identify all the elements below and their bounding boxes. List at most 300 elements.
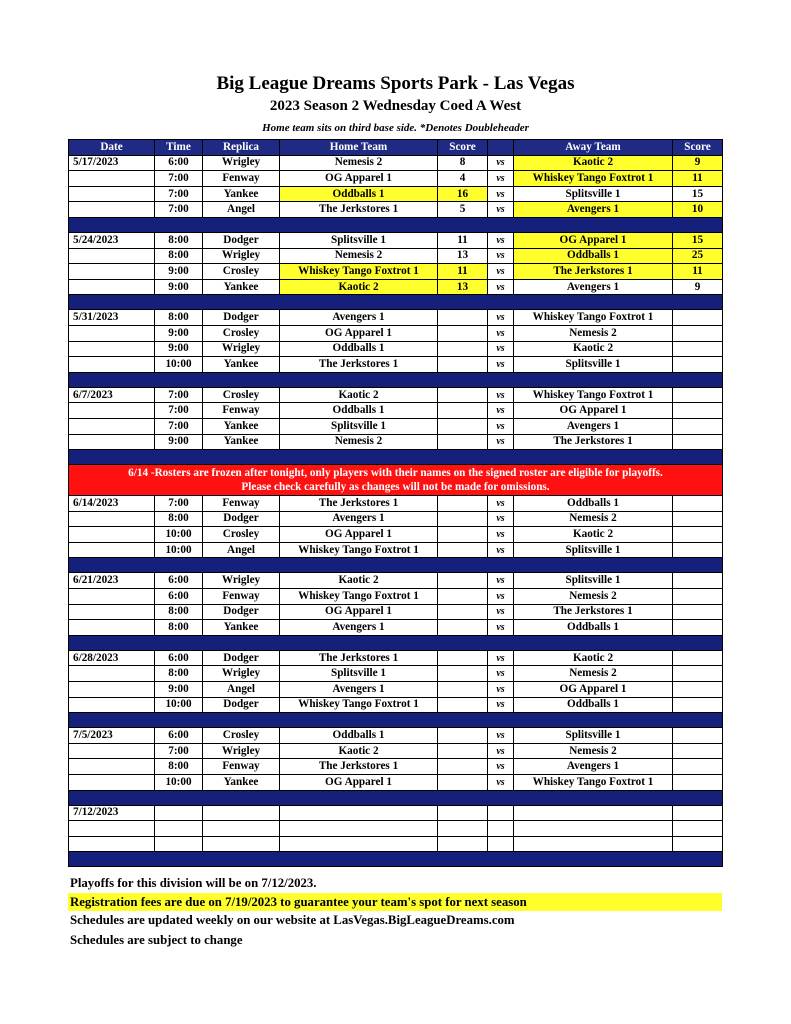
game-field: Yankee xyxy=(203,279,280,295)
home-team: The Jerkstores 1 xyxy=(280,496,438,512)
separator-cell xyxy=(69,713,723,728)
week-separator xyxy=(69,713,723,728)
vs-label: vs xyxy=(488,697,514,713)
game-field: Wrigley xyxy=(203,341,280,357)
table-row xyxy=(69,697,723,713)
away-team: Whiskey Tango Foxtrot 1 xyxy=(514,387,673,403)
away-score: 11 xyxy=(673,171,723,187)
table-row xyxy=(69,310,723,326)
vs-label: vs xyxy=(488,650,514,666)
game-time: 6:00 xyxy=(155,155,203,171)
game-time: 10:00 xyxy=(155,697,203,713)
home-team: Oddballs 1 xyxy=(280,186,438,202)
table-row xyxy=(69,743,723,759)
away-team: Nemesis 2 xyxy=(514,589,673,605)
away-score xyxy=(673,775,723,791)
separator-cell xyxy=(69,852,723,867)
vs-label: vs xyxy=(488,248,514,264)
game-date xyxy=(69,527,155,543)
game-time: 7:00 xyxy=(155,171,203,187)
table-row xyxy=(69,666,723,682)
game-field: Crosley xyxy=(203,527,280,543)
column-header: Home Team xyxy=(280,140,438,156)
home-score: 11 xyxy=(438,264,488,280)
game-date xyxy=(69,743,155,759)
away-team: OG Apparel 1 xyxy=(514,403,673,419)
away-score xyxy=(673,325,723,341)
away-team: Kaotic 2 xyxy=(514,155,673,171)
home-team: Nemesis 2 xyxy=(280,155,438,171)
game-time: 9:00 xyxy=(155,434,203,450)
table-row xyxy=(69,589,723,605)
game-field: Wrigley xyxy=(203,573,280,589)
game-date: 7/5/2023 xyxy=(69,728,155,744)
away-score xyxy=(673,434,723,450)
home-team xyxy=(280,805,438,821)
page-subtitle: 2023 Season 2 Wednesday Coed A West xyxy=(269,98,522,114)
game-field: Yankee xyxy=(203,418,280,434)
home-score xyxy=(438,527,488,543)
home-score xyxy=(438,620,488,636)
away-team: Splitsville 1 xyxy=(514,728,673,744)
home-team xyxy=(280,821,438,837)
away-score: 15 xyxy=(673,186,723,202)
vs-label: vs xyxy=(488,542,514,558)
game-date xyxy=(69,759,155,775)
away-score: 11 xyxy=(673,264,723,280)
game-date xyxy=(69,434,155,450)
game-date xyxy=(69,542,155,558)
game-field: Angel xyxy=(203,542,280,558)
game-field: Fenway xyxy=(203,589,280,605)
away-score xyxy=(673,310,723,326)
home-team: Oddballs 1 xyxy=(280,341,438,357)
game-date xyxy=(69,403,155,419)
game-time: 7:00 xyxy=(155,496,203,512)
away-score xyxy=(673,836,723,852)
vs-label: vs xyxy=(488,527,514,543)
game-time: 10:00 xyxy=(155,527,203,543)
game-field: Angel xyxy=(203,202,280,218)
away-score xyxy=(673,697,723,713)
game-field: Wrigley xyxy=(203,666,280,682)
vs-label: vs xyxy=(488,202,514,218)
table-row xyxy=(69,805,723,821)
vs-label: vs xyxy=(488,387,514,403)
separator-cell xyxy=(69,295,723,310)
table-header-row xyxy=(69,140,723,156)
vs-label: vs xyxy=(488,310,514,326)
week-separator xyxy=(69,217,723,232)
game-date xyxy=(69,821,155,837)
home-score xyxy=(438,775,488,791)
separator-cell xyxy=(69,790,723,805)
away-score: 25 xyxy=(673,248,723,264)
vs-label: vs xyxy=(488,573,514,589)
game-time xyxy=(155,836,203,852)
game-time: 6:00 xyxy=(155,589,203,605)
table-row xyxy=(69,357,723,373)
table-row xyxy=(69,620,723,636)
away-score xyxy=(673,728,723,744)
game-field: Yankee xyxy=(203,434,280,450)
vs-label: vs xyxy=(488,682,514,698)
table-row xyxy=(69,403,723,419)
home-team: Kaotic 2 xyxy=(280,743,438,759)
away-score xyxy=(673,604,723,620)
game-date xyxy=(69,620,155,636)
away-score xyxy=(673,527,723,543)
column-header: Date xyxy=(69,140,155,156)
home-score xyxy=(438,697,488,713)
away-team: Oddballs 1 xyxy=(514,496,673,512)
home-team: The Jerkstores 1 xyxy=(280,202,438,218)
playoffs-note: Playoffs for this division will be on 7/12/2023. xyxy=(70,876,317,890)
game-field: Dodger xyxy=(203,310,280,326)
home-team: OG Apparel 1 xyxy=(280,527,438,543)
week-separator xyxy=(69,558,723,573)
game-time: 8:00 xyxy=(155,310,203,326)
away-score xyxy=(673,403,723,419)
column-header xyxy=(488,140,514,156)
home-score: 13 xyxy=(438,279,488,295)
game-field: Dodger xyxy=(203,232,280,248)
away-team xyxy=(514,821,673,837)
home-team: Splitsville 1 xyxy=(280,666,438,682)
separator-cell xyxy=(69,217,723,232)
away-team: Splitsville 1 xyxy=(514,357,673,373)
away-score xyxy=(673,511,723,527)
separator-cell xyxy=(69,372,723,387)
away-score xyxy=(673,542,723,558)
week-separator xyxy=(69,450,723,465)
home-score xyxy=(438,573,488,589)
home-team: Whiskey Tango Foxtrot 1 xyxy=(280,542,438,558)
game-field: Fenway xyxy=(203,496,280,512)
away-team: Avengers 1 xyxy=(514,202,673,218)
game-date xyxy=(69,511,155,527)
roster-notice xyxy=(69,465,723,496)
game-date: 5/31/2023 xyxy=(69,310,155,326)
game-time: 10:00 xyxy=(155,775,203,791)
table-row xyxy=(69,821,723,837)
table-row xyxy=(69,232,723,248)
game-time: 8:00 xyxy=(155,666,203,682)
roster-notice-row xyxy=(69,465,723,496)
away-score xyxy=(673,650,723,666)
home-team: Avengers 1 xyxy=(280,682,438,698)
game-date: 6/21/2023 xyxy=(69,573,155,589)
home-score xyxy=(438,589,488,605)
column-header: Score xyxy=(673,140,723,156)
away-score: 15 xyxy=(673,232,723,248)
week-separator xyxy=(69,372,723,387)
home-team: Oddballs 1 xyxy=(280,403,438,419)
home-score xyxy=(438,682,488,698)
vs-label: vs xyxy=(488,620,514,636)
game-time: 8:00 xyxy=(155,248,203,264)
vs-label: vs xyxy=(488,759,514,775)
game-field: Fenway xyxy=(203,759,280,775)
game-field: Dodger xyxy=(203,511,280,527)
vs-label xyxy=(488,821,514,837)
game-field: Dodger xyxy=(203,697,280,713)
home-team: Kaotic 2 xyxy=(280,387,438,403)
away-team: Oddballs 1 xyxy=(514,620,673,636)
home-score xyxy=(438,728,488,744)
separator-cell xyxy=(69,450,723,465)
table-row xyxy=(69,325,723,341)
game-field: Crosley xyxy=(203,325,280,341)
away-team: Avengers 1 xyxy=(514,279,673,295)
vs-label: vs xyxy=(488,775,514,791)
vs-label: vs xyxy=(488,357,514,373)
away-score xyxy=(673,573,723,589)
away-team: Splitsville 1 xyxy=(514,542,673,558)
away-score xyxy=(673,682,723,698)
separator-cell xyxy=(69,558,723,573)
home-team: Oddballs 1 xyxy=(280,728,438,744)
home-team: The Jerkstores 1 xyxy=(280,759,438,775)
game-time: 9:00 xyxy=(155,341,203,357)
game-date xyxy=(69,666,155,682)
game-time: 7:00 xyxy=(155,418,203,434)
away-team: Oddballs 1 xyxy=(514,697,673,713)
away-team: Nemesis 2 xyxy=(514,666,673,682)
vs-label: vs xyxy=(488,341,514,357)
away-score xyxy=(673,418,723,434)
vs-label: vs xyxy=(488,743,514,759)
vs-label: vs xyxy=(488,279,514,295)
home-team: Kaotic 2 xyxy=(280,279,438,295)
vs-label: vs xyxy=(488,666,514,682)
vs-label: vs xyxy=(488,589,514,605)
game-time: 8:00 xyxy=(155,604,203,620)
home-team: Splitsville 1 xyxy=(280,418,438,434)
game-date xyxy=(69,836,155,852)
game-date xyxy=(69,325,155,341)
table-row xyxy=(69,527,723,543)
registration-note: Registration fees are due on 7/19/2023 to guarantee your team's spot for next season xyxy=(68,893,722,911)
game-date: 7/12/2023 xyxy=(69,805,155,821)
page-title: Big League Dreams Sports Park - Las Vegas xyxy=(216,73,575,94)
game-field: Yankee xyxy=(203,186,280,202)
home-team: OG Apparel 1 xyxy=(280,325,438,341)
disclaimer-note: Schedules are subject to change xyxy=(70,933,243,947)
away-team: Nemesis 2 xyxy=(514,511,673,527)
home-team: The Jerkstores 1 xyxy=(280,357,438,373)
game-date xyxy=(69,697,155,713)
game-field: Crosley xyxy=(203,728,280,744)
game-date xyxy=(69,186,155,202)
game-time xyxy=(155,821,203,837)
game-field: Wrigley xyxy=(203,155,280,171)
vs-label xyxy=(488,805,514,821)
home-score xyxy=(438,387,488,403)
away-score xyxy=(673,666,723,682)
table-row xyxy=(69,341,723,357)
table-row xyxy=(69,279,723,295)
away-score xyxy=(673,387,723,403)
home-team: Kaotic 2 xyxy=(280,573,438,589)
away-score: 9 xyxy=(673,155,723,171)
away-team: Kaotic 2 xyxy=(514,527,673,543)
home-score xyxy=(438,434,488,450)
table-row xyxy=(69,650,723,666)
away-team: Nemesis 2 xyxy=(514,743,673,759)
home-team: Whiskey Tango Foxtrot 1 xyxy=(280,697,438,713)
vs-label: vs xyxy=(488,418,514,434)
table-row xyxy=(69,186,723,202)
home-team: OG Apparel 1 xyxy=(280,171,438,187)
home-score: 8 xyxy=(438,155,488,171)
table-row xyxy=(69,155,723,171)
game-time: 8:00 xyxy=(155,620,203,636)
away-team: Nemesis 2 xyxy=(514,325,673,341)
game-time: 7:00 xyxy=(155,743,203,759)
away-score xyxy=(673,743,723,759)
table-row xyxy=(69,542,723,558)
game-date: 6/28/2023 xyxy=(69,650,155,666)
week-separator xyxy=(69,635,723,650)
home-team: Whiskey Tango Foxtrot 1 xyxy=(280,589,438,605)
table-row xyxy=(69,248,723,264)
away-score: 10 xyxy=(673,202,723,218)
table-row xyxy=(69,836,723,852)
vs-label: vs xyxy=(488,496,514,512)
home-team: OG Apparel 1 xyxy=(280,775,438,791)
table-row xyxy=(69,511,723,527)
game-field: Fenway xyxy=(203,403,280,419)
game-time xyxy=(155,805,203,821)
home-score xyxy=(438,604,488,620)
away-team xyxy=(514,836,673,852)
game-field xyxy=(203,821,280,837)
game-time: 6:00 xyxy=(155,650,203,666)
away-score: 9 xyxy=(673,279,723,295)
away-score xyxy=(673,357,723,373)
vs-label: vs xyxy=(488,155,514,171)
game-date: 5/17/2023 xyxy=(69,155,155,171)
away-score xyxy=(673,589,723,605)
home-team: Splitsville 1 xyxy=(280,232,438,248)
table-row xyxy=(69,775,723,791)
game-field: Crosley xyxy=(203,264,280,280)
home-team: Avengers 1 xyxy=(280,511,438,527)
game-date: 5/24/2023 xyxy=(69,232,155,248)
away-score xyxy=(673,821,723,837)
vs-label: vs xyxy=(488,434,514,450)
game-date xyxy=(69,682,155,698)
home-team: Whiskey Tango Foxtrot 1 xyxy=(280,264,438,280)
game-time: 10:00 xyxy=(155,542,203,558)
game-date xyxy=(69,418,155,434)
table-row xyxy=(69,604,723,620)
home-score xyxy=(438,310,488,326)
vs-label: vs xyxy=(488,728,514,744)
away-team xyxy=(514,805,673,821)
table-row xyxy=(69,418,723,434)
table-row xyxy=(69,728,723,744)
vs-label xyxy=(488,836,514,852)
away-team: OG Apparel 1 xyxy=(514,682,673,698)
away-team: Kaotic 2 xyxy=(514,341,673,357)
website-note: Schedules are updated weekly on our website at LasVegas.BigLeagueDreams.com xyxy=(70,913,515,927)
away-score xyxy=(673,496,723,512)
vs-label: vs xyxy=(488,604,514,620)
game-time: 9:00 xyxy=(155,264,203,280)
away-team: Whiskey Tango Foxtrot 1 xyxy=(514,775,673,791)
home-score: 11 xyxy=(438,232,488,248)
game-field: Yankee xyxy=(203,357,280,373)
game-field: Angel xyxy=(203,682,280,698)
game-time: 9:00 xyxy=(155,325,203,341)
column-header: Time xyxy=(155,140,203,156)
game-field xyxy=(203,836,280,852)
home-team: The Jerkstores 1 xyxy=(280,650,438,666)
home-score: 13 xyxy=(438,248,488,264)
game-time: 6:00 xyxy=(155,573,203,589)
game-time: 9:00 xyxy=(155,682,203,698)
game-field: Wrigley xyxy=(203,248,280,264)
home-score xyxy=(438,403,488,419)
table-row xyxy=(69,682,723,698)
game-time: 7:00 xyxy=(155,186,203,202)
separator-cell xyxy=(69,635,723,650)
away-team: Whiskey Tango Foxtrot 1 xyxy=(514,310,673,326)
table-row xyxy=(69,264,723,280)
home-score xyxy=(438,496,488,512)
home-score xyxy=(438,805,488,821)
game-field: Dodger xyxy=(203,650,280,666)
column-header: Replica xyxy=(203,140,280,156)
game-time: 7:00 xyxy=(155,202,203,218)
away-team: Avengers 1 xyxy=(514,418,673,434)
vs-label: vs xyxy=(488,264,514,280)
week-separator xyxy=(69,852,723,867)
home-score: 4 xyxy=(438,171,488,187)
away-team: Kaotic 2 xyxy=(514,650,673,666)
game-time: 8:00 xyxy=(155,759,203,775)
game-time: 8:00 xyxy=(155,511,203,527)
home-score xyxy=(438,821,488,837)
game-date xyxy=(69,279,155,295)
column-header: Score xyxy=(438,140,488,156)
table-row xyxy=(69,573,723,589)
game-time: 8:00 xyxy=(155,232,203,248)
home-score: 5 xyxy=(438,202,488,218)
week-separator xyxy=(69,295,723,310)
away-team: Oddballs 1 xyxy=(514,248,673,264)
game-date xyxy=(69,202,155,218)
home-team: OG Apparel 1 xyxy=(280,604,438,620)
game-date: 6/14/2023 xyxy=(69,496,155,512)
game-date xyxy=(69,775,155,791)
home-score xyxy=(438,357,488,373)
game-time: 9:00 xyxy=(155,279,203,295)
game-field: Fenway xyxy=(203,171,280,187)
table-row xyxy=(69,759,723,775)
game-time: 7:00 xyxy=(155,387,203,403)
away-score xyxy=(673,620,723,636)
away-team: Whiskey Tango Foxtrot 1 xyxy=(514,171,673,187)
game-field: Wrigley xyxy=(203,743,280,759)
table-row xyxy=(69,434,723,450)
home-score xyxy=(438,743,488,759)
home-team: Nemesis 2 xyxy=(280,248,438,264)
home-team xyxy=(280,836,438,852)
game-date xyxy=(69,171,155,187)
